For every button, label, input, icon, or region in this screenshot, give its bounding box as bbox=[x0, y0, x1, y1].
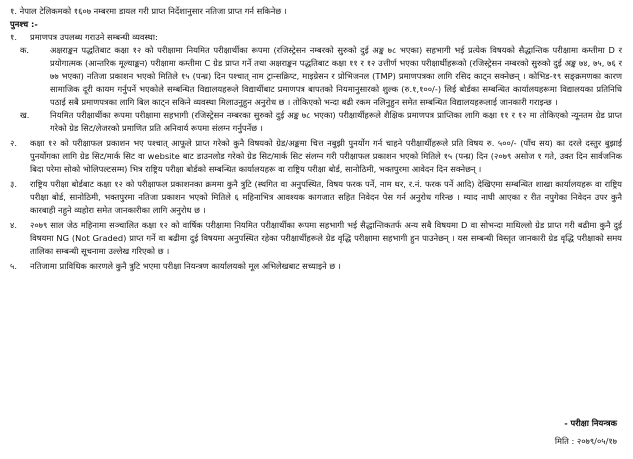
item-number: ५. bbox=[10, 261, 17, 271]
intro-text: १. नेपाल टेलिकमको १६०७ नम्बरमा डायल गरी प्राप्त निर्देशानुसार नतिजा प्राप्त गर्न सकिनेछ । bbox=[10, 6, 287, 16]
item-number: ४. bbox=[10, 220, 17, 230]
sub-item bbox=[10, 44, 622, 109]
signature-date: मिति : २०७९/०५/१७ bbox=[554, 436, 617, 446]
signature-title: - परीक्षा नियन्त्रक bbox=[564, 418, 617, 428]
item-text: कक्षा १२ को परीक्षाफल प्रकाशन भए पश्चात् आफूले प्राप्त गरेको कुनै विषयको ग्रेड/अङ्कमा चित्त नबुझी पुनर्योग गर्न चाहने परीक्षार्थीहरूले प्रति विषय रु. ५००/- (पाँच सय) का दरले दस्तुर बुझाई पुनर्योगका लागि ग्रेड सिट/मार्क सिट वा website बाट डाउनलोड गरेको ग्रेड सिट/मार्क सिट संलग्न गरी परीक्षाफल प्रकाशन भएको मितिले १५ (पन्ध्र) दिन (२०७९ असोज १ गते, उक्त दिन सार्वजनिक बिदा परेमा सोको भोलिपल्टसम्म) भित्र राष्ट्रिय परीक्षा बोर्डको सम्बन्धित कार्यालयहरू वा राष्ट्रिय परीक्षा बोर्ड, सानोठिमी, भक्तपुरमा आवेदन दिन सक्नेछन् । bbox=[30, 138, 622, 174]
list-item bbox=[10, 31, 622, 44]
intro-line bbox=[10, 5, 622, 18]
sub-item-label: ख. bbox=[20, 110, 30, 120]
sub-item-label: क. bbox=[20, 45, 30, 55]
list-item bbox=[10, 219, 622, 258]
heading-line bbox=[10, 18, 622, 31]
list-item bbox=[10, 260, 622, 273]
item-number: ३. bbox=[10, 179, 17, 189]
item-text: राष्ट्रिय परीक्षा बोर्डबाट कक्षा १२ को परीक्षाफल प्रकाशनका क्रममा कुनै त्रुटि (स्थगित वा अनुपस्थित, विषय फरक पर्ने, नाम थर, र.नं. फरक पर्ने आदि) देखिएमा सम्बन्धित शाखा कार्यालयहरू वा राष्ट्रिय परीक्षा बोर्ड, सानोठिमी, भक्तपुरमा नतिजा प्रकाशन भएको मितिले ६ महिनाभित्र आवश्यक कागजात सहित निवेदन पेस गर्न अनुरोध गरिन्छ । म्याद नाघी आएका र रीत नपुगेका निवेदन उपर कुनै कारबाही नहुने व्यहोरा समेत जानकारीका लागि अनुरोध छ । bbox=[30, 179, 622, 215]
item-text: प्रमाणपत्र उपलब्ध गराउने सम्बन्धी व्यवस्था: bbox=[30, 32, 158, 42]
list-item bbox=[10, 137, 622, 176]
item-text: नतिजामा प्राविधिक कारणले कुनै त्रुटि भएमा परीक्षा नियन्त्रण कार्यालयको मूल अभिलेखबाट सच्याइने छ । bbox=[30, 261, 341, 271]
postscript-heading: पुनश्च :- bbox=[10, 19, 38, 29]
item-number: २. bbox=[10, 138, 17, 148]
item-number: १. bbox=[10, 32, 17, 42]
list-item bbox=[10, 178, 622, 217]
sub-item-text: अक्षराङ्कन पद्धतिबाट कक्षा १२ को परीक्षामा नियमित परीक्षार्थीका रूपमा (रजिस्ट्रेसन नम्बरको सुरुको दुई अङ्क ७८ भएका) सहभागी भई प्रत्येक विषयको सैद्धान्तिक परीक्षामा कम्तीमा D र प्रयोगात्मक (आन्तरिक मूल्याङ्कन) परीक्षामा कम्तीमा C ग्रेड प्राप्त गर्ने तथा अक्षराङ्कन पद्धतिबाट कक्षा ११ र १२ उत्तीर्ण भएका परीक्षार्थीहरूको (रजिस्ट्रेसन नम्बरको सुरुको दुई अङ्क ७४, ७५, ७६ र ७७ भएका) नतिजा प्रकाशन भएको मितिले १५ (पन्ध्र) दिन पश्चात् नाम ट्रान्सक्रिप्ट, माइग्रेसन र प्रोभिजनल (TMP) प्रमाणपत्रका लागि रसिद काट्न सक्नेछन् । कोभिड-१९ सङ्क्रमणका कारण सामाजिक दूरी कायम गर्नुपर्ने भएकोले सम्बन्धित विद्यालयहरूले विद्यार्थीबाट प्रमाणपत्र बापतको नियमानुसारको शुल्क (रु.१,१००/-) लिई बोर्डका सम्बन्धित कार्यालयहरूमा विद्यालयका प्रतिनिधि पठाई सबै प्रमाणपत्रका लागि बिल काट्न सकिने व्यवस्था मिलाउनुहुन अनुरोध छ । तोकिएको भन्दा बढी रकम नलिनुहुन समेत सम्बन्धित विद्यालयहरूलाई जानकारी गराइन्छ । bbox=[50, 45, 622, 107]
sub-item-text: नियमित परीक्षार्थीका रूपमा परीक्षामा सहभागी (रजिस्ट्रेसन नम्बरका सुरुको दुई अङ्क ७८ भएका) परीक्षार्थीहरूले शैक्षिक प्रमाणपत्र प्राप्तिका लागि कक्षा ११ र १२ मा तोकिएको न्यूनतम ग्रेड प्राप्त गरेको ग्रेड सिट/लेजरको प्रमाणित प्रति अनिवार्य रूपमा संलग्न गर्नुपर्नेछ । bbox=[50, 110, 622, 133]
signature-block bbox=[555, 416, 617, 448]
sub-item bbox=[10, 109, 622, 135]
notice-body bbox=[10, 5, 622, 273]
item-text: २०७९ साल जेठ महिनामा सञ्चालित कक्षा १२ को वार्षिक परीक्षामा नियमित परीक्षार्थीका रूपमा सहभागी भई सैद्धान्तिकतर्फ अन्य सबै विषयमा D वा सोभन्दा माथिल्लो ग्रेड प्राप्त गरी बढीमा कुनै दुई विषयमा NG (Not Graded) प्राप्त गर्ने वा बढीमा दुई विषयमा अनुपस्थित रहेका परीक्षार्थीहरूले ग्रेड वृद्धि परीक्षामा सहभागी हुन पाउनेछन् । यस सम्बन्धी विस्तृत जानकारी ग्रेड वृद्धि परीक्षाको समय तालिका सम्बन्धी सूचनामा उल्लेख गरिएको छ । bbox=[30, 220, 622, 256]
